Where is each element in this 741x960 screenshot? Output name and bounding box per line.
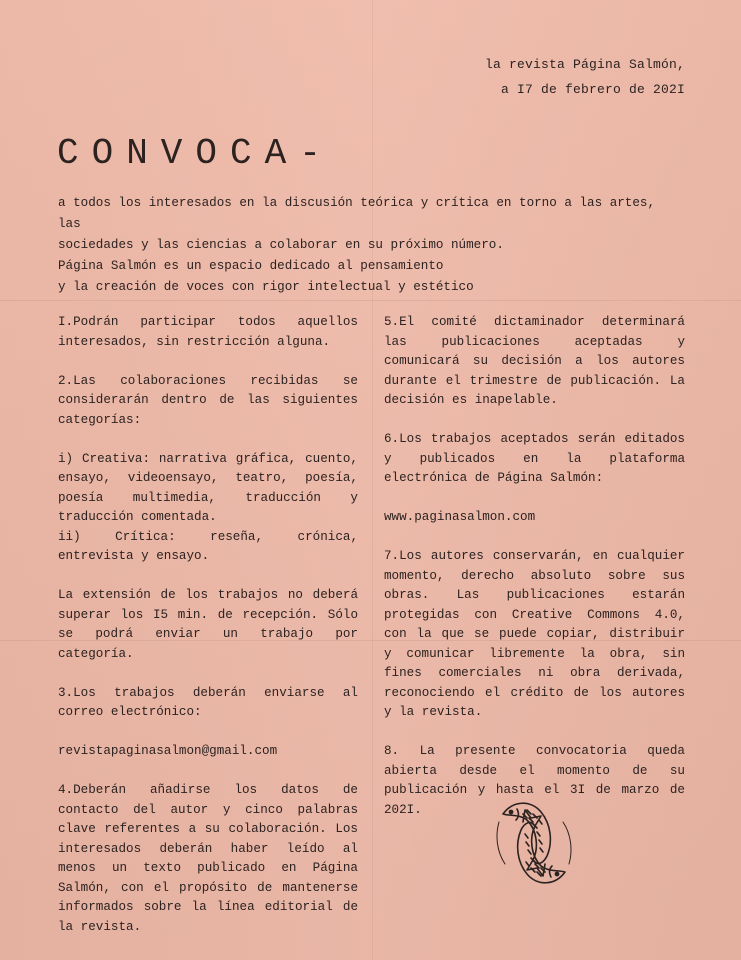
category-critical: ii) Crítica: reseña, crónica, entrevista y ensayo. [58,529,358,563]
header-line-2: a I7 de febrero de 202I [500,82,685,97]
intro-paragraph [58,193,658,298]
website-url: www.paginasalmon.com [384,510,536,524]
rule-7: 7.Los autores conservarán, en cualquier momento, derecho absoluto sobre sus obras. Las publicaciones estarán protegidas con Creative Commons 4.0, con la que se puede copiar, distribuir y comunicar libremente la obra, sin fines comerciales ni obra derivada, reconociendo el crédito de los autores y la revista. [384,549,685,719]
rule-8: 8. La presente convocatoria queda abierta desde el momento de su publicación y hasta el 3I de marzo de 202I. [384,744,685,817]
rule-1: I.Podrán participar todos aquellos interesados, sin restricción alguna. [58,315,358,349]
two-salmon-fish-icon [489,792,579,892]
category-creative: i) Creativa: narrativa gráfica, cuento, ensayo, videoensayo, teatro, poesía, poesía multimedia, traducción y traducción comentada. [58,451,358,524]
header-line-1: la revista Página Salmón, [484,57,685,72]
contact-email: revistapaginasalmon@gmail.com [58,744,278,758]
rule-5: 5.El comité dictaminador determinará las publicaciones aceptadas y comunicará su decisión a los autores durante el trimestre de publicación. La decisión es inapelable. [384,315,685,407]
left-column [58,313,358,957]
rule-3: 3.Los trabajos deberán enviarse al correo electrónico: [58,685,358,719]
right-column [384,313,685,840]
paper-fold-line [0,300,741,301]
intro-line: y la creación de voces con rigor intelectual y estético [58,280,474,294]
intro-line: a todos los interesados en la discusión teórica y crítica en torno a las artes, las [58,196,656,231]
paper-fold-line [372,0,373,960]
length-rule: La extensión de los trabajos no deberá superar los I5 min. de recepción. Sólo se podrá enviar un trabajo por categoría. [58,588,358,661]
rule-2: 2.Las colaboraciones recibidas se considerarán dentro de las siguientes categorías: [58,373,358,427]
rule-6: 6.Los trabajos aceptados serán editados y publicados en la plataforma electrónica de Página Salmón: [384,432,685,485]
intro-line: sociedades y las ciencias a colaborar en su próximo número. [58,238,504,252]
page-title: CONVOCA- [57,133,334,174]
date-header [485,52,685,102]
intro-line: Página Salmón es un espacio dedicado al pensamiento [58,259,444,273]
rule-4: 4.Deberán añadirse los datos de contacto del autor y cinco palabras clave referentes a su colaboración. Los interesados deberán haber leído al menos un texto publicado en Página Salmón, con el propósito de mantenerse informados sobre la línea editorial de la revista. [58,783,358,934]
